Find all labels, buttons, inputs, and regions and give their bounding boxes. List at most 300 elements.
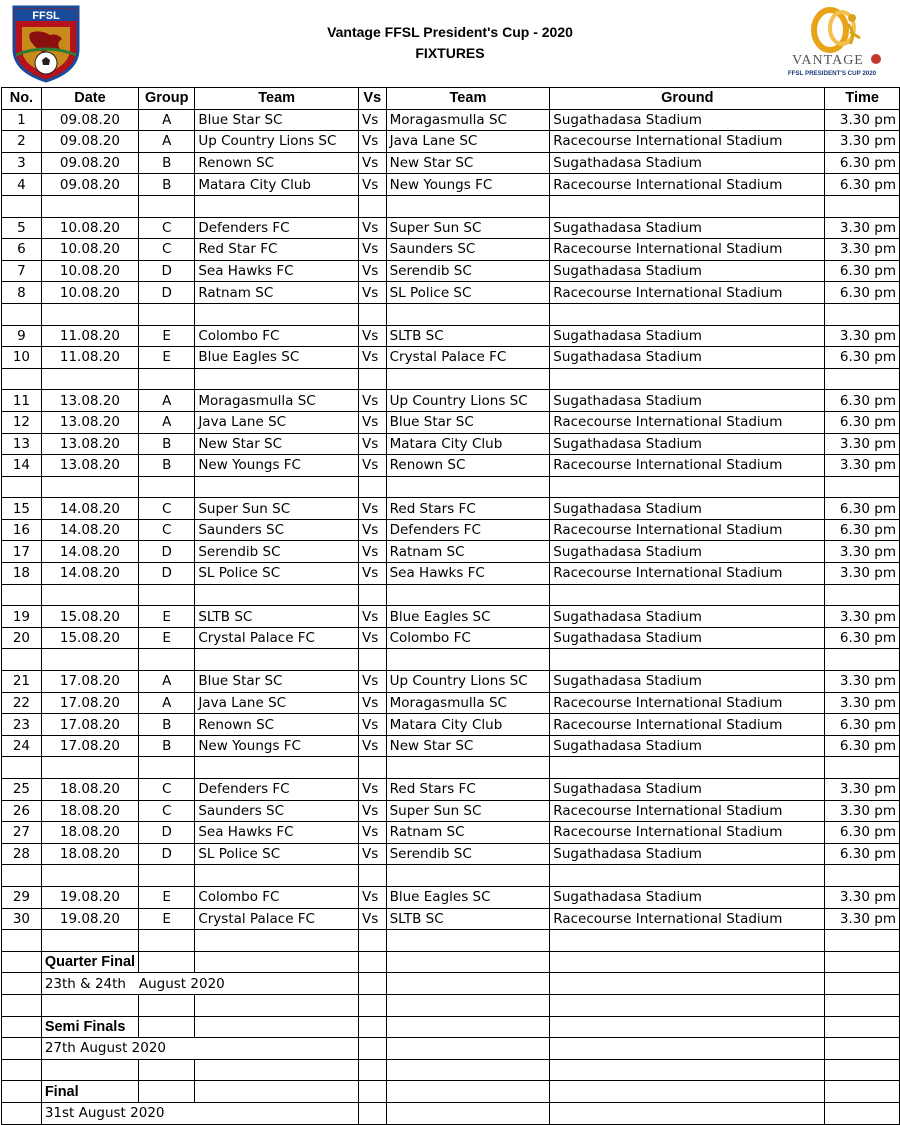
cell-away-team: Serendib SC (386, 260, 550, 282)
cell-date: 15.08.20 (41, 627, 138, 649)
title-block (250, 22, 650, 64)
fixture-row (2, 260, 900, 282)
fixture-row (2, 519, 900, 541)
column-header-date: Date (41, 88, 138, 110)
cell-group: B (139, 455, 195, 477)
knockout-stage-label: Quarter Final (41, 951, 138, 973)
cell-date (41, 865, 138, 887)
cell-number (2, 476, 42, 498)
cell-vs (358, 930, 386, 952)
cell-vs: Vs (358, 908, 386, 930)
cell-date: 14.08.20 (41, 563, 138, 585)
cell-home-team: SL Police SC (195, 843, 359, 865)
cell-vs: Vs (358, 606, 386, 628)
cell-away-team: Crystal Palace FC (386, 347, 550, 369)
cell-group: D (139, 563, 195, 585)
cell-time: 3.30 pm (825, 325, 900, 347)
knockout-stage-date: 31st August 2020 (41, 1102, 358, 1124)
vantage-cup-icon (782, 4, 890, 82)
cell-time (825, 584, 900, 606)
knockout-date-row (2, 1038, 900, 1060)
cell-home-team (195, 368, 359, 390)
spacer-row (2, 368, 900, 390)
fixture-row (2, 498, 900, 520)
column-header-group: Group (139, 88, 195, 110)
cell-date: 19.08.20 (41, 908, 138, 930)
cell-away-team (386, 1016, 550, 1038)
cell-number: 7 (2, 260, 42, 282)
cell-group (139, 584, 195, 606)
fixture-row (2, 541, 900, 563)
cell-home-team: Moragasmulla SC (195, 390, 359, 412)
cell-number: 18 (2, 563, 42, 585)
cell-away-team: Sea Hawks FC (386, 563, 550, 585)
vantage-brand-text: VANTAGE (792, 53, 864, 68)
cell-time: 3.30 pm (825, 671, 900, 693)
cell-ground (550, 584, 825, 606)
cell-time: 3.30 pm (825, 455, 900, 477)
cell-number (2, 1038, 42, 1060)
knockout-stage-label: Semi Finals (41, 1016, 138, 1038)
cell-ground: Sugathadasa Stadium (550, 735, 825, 757)
cell-time: 3.30 pm (825, 433, 900, 455)
cell-group: E (139, 627, 195, 649)
cell-ground (550, 649, 825, 671)
cell-ground: Sugathadasa Stadium (550, 433, 825, 455)
cell-away-team: Defenders FC (386, 519, 550, 541)
cell-group: B (139, 433, 195, 455)
cell-group: A (139, 390, 195, 412)
table-body (2, 109, 900, 1124)
spacer-row (2, 1059, 900, 1081)
cell-group (139, 951, 195, 973)
cell-time: 3.30 pm (825, 886, 900, 908)
cell-away-team: SL Police SC (386, 282, 550, 304)
cell-away-team: New Star SC (386, 152, 550, 174)
cell-date: 18.08.20 (41, 779, 138, 801)
cell-number: 20 (2, 627, 42, 649)
column-header-away-team: Team (386, 88, 550, 110)
cell-ground: Racecourse International Stadium (550, 908, 825, 930)
knockout-stage-date: 23th & 24th August 2020 (41, 973, 358, 995)
cell-date: 09.08.20 (41, 109, 138, 131)
cell-vs: Vs (358, 174, 386, 196)
cell-ground: Sugathadasa Stadium (550, 347, 825, 369)
cell-ground: Sugathadasa Stadium (550, 109, 825, 131)
cell-date: 17.08.20 (41, 692, 138, 714)
fixture-row (2, 282, 900, 304)
cell-home-team (195, 1081, 359, 1103)
cell-away-team: Moragasmulla SC (386, 692, 550, 714)
cell-home-team: Ratnam SC (195, 282, 359, 304)
cell-vs (358, 994, 386, 1016)
page-title: Vantage FFSL President's Cup - 2020 (327, 24, 573, 40)
cell-away-team: Matara City Club (386, 714, 550, 736)
cell-ground: Sugathadasa Stadium (550, 325, 825, 347)
cell-date: 09.08.20 (41, 174, 138, 196)
cell-time: 6.30 pm (825, 347, 900, 369)
fixture-row (2, 843, 900, 865)
cell-ground: Sugathadasa Stadium (550, 390, 825, 412)
cell-ground: Racecourse International Stadium (550, 822, 825, 844)
cell-ground: Sugathadasa Stadium (550, 541, 825, 563)
cell-vs: Vs (358, 779, 386, 801)
cell-vs (358, 195, 386, 217)
cell-date (41, 649, 138, 671)
cell-date: 17.08.20 (41, 671, 138, 693)
cell-away-team (386, 649, 550, 671)
cell-group: E (139, 325, 195, 347)
cell-time: 3.30 pm (825, 779, 900, 801)
cell-time (825, 1016, 900, 1038)
cell-away-team (386, 973, 550, 995)
column-header-number: No. (2, 88, 42, 110)
cell-number: 2 (2, 131, 42, 153)
cell-away-team: Saunders SC (386, 239, 550, 261)
cell-time: 6.30 pm (825, 714, 900, 736)
cell-home-team: Blue Star SC (195, 671, 359, 693)
cell-ground: Sugathadasa Stadium (550, 217, 825, 239)
cell-away-team (386, 930, 550, 952)
cell-time (825, 757, 900, 779)
cell-group (139, 994, 195, 1016)
cell-away-team: Colombo FC (386, 627, 550, 649)
cell-time: 6.30 pm (825, 152, 900, 174)
cell-time (825, 303, 900, 325)
cell-home-team: Java Lane SC (195, 411, 359, 433)
cell-ground: Racecourse International Stadium (550, 239, 825, 261)
cell-away-team: Super Sun SC (386, 800, 550, 822)
cell-time: 3.30 pm (825, 239, 900, 261)
cell-vs (358, 973, 386, 995)
cell-group: C (139, 779, 195, 801)
cell-number (2, 1059, 42, 1081)
cell-vs (358, 303, 386, 325)
cell-ground (550, 303, 825, 325)
cell-date: 19.08.20 (41, 886, 138, 908)
cell-vs (358, 1102, 386, 1124)
cell-number (2, 951, 42, 973)
cell-ground (550, 476, 825, 498)
cell-time (825, 195, 900, 217)
cell-date (41, 303, 138, 325)
cell-group: D (139, 822, 195, 844)
cell-date (41, 757, 138, 779)
cell-ground (550, 994, 825, 1016)
cell-ground: Racecourse International Stadium (550, 131, 825, 153)
cell-home-team (195, 994, 359, 1016)
cell-group: B (139, 152, 195, 174)
cell-number: 21 (2, 671, 42, 693)
cell-time (825, 1081, 900, 1103)
cell-ground (550, 757, 825, 779)
cell-ground: Sugathadasa Stadium (550, 886, 825, 908)
cell-away-team: Red Stars FC (386, 498, 550, 520)
cell-away-team (386, 951, 550, 973)
cell-group (139, 1059, 195, 1081)
cell-away-team: Up Country Lions SC (386, 390, 550, 412)
cell-away-team (386, 1102, 550, 1124)
cell-ground (550, 1016, 825, 1038)
cell-group: E (139, 347, 195, 369)
cell-vs: Vs (358, 347, 386, 369)
cell-group: C (139, 800, 195, 822)
spacer-row (2, 865, 900, 887)
column-header-vs: Vs (358, 88, 386, 110)
cell-away-team: Up Country Lions SC (386, 671, 550, 693)
cell-away-team: Matara City Club (386, 433, 550, 455)
cell-group (139, 865, 195, 887)
cell-time: 6.30 pm (825, 390, 900, 412)
cell-number: 24 (2, 735, 42, 757)
cell-group (139, 195, 195, 217)
cell-home-team: Crystal Palace FC (195, 627, 359, 649)
cell-date: 11.08.20 (41, 347, 138, 369)
cell-away-team (386, 303, 550, 325)
ffsl-logo-text: FFSL (32, 10, 60, 22)
cell-number (2, 757, 42, 779)
cell-home-team: Red Star FC (195, 239, 359, 261)
cell-time: 3.30 pm (825, 692, 900, 714)
cell-home-team (195, 951, 359, 973)
cell-number: 1 (2, 109, 42, 131)
cell-home-team: Sea Hawks FC (195, 260, 359, 282)
table-header (2, 88, 900, 110)
cell-group: C (139, 519, 195, 541)
cell-vs: Vs (358, 627, 386, 649)
cell-away-team: New Youngs FC (386, 174, 550, 196)
cell-home-team (195, 476, 359, 498)
cell-number: 30 (2, 908, 42, 930)
cell-time: 6.30 pm (825, 735, 900, 757)
cell-time (825, 368, 900, 390)
cell-group: D (139, 260, 195, 282)
fixtures-table (1, 87, 900, 1125)
cell-time (825, 973, 900, 995)
cell-group (139, 1081, 195, 1103)
cell-group (139, 476, 195, 498)
cell-time: 3.30 pm (825, 131, 900, 153)
cell-vs (358, 368, 386, 390)
cell-time: 3.30 pm (825, 606, 900, 628)
cell-vs: Vs (358, 282, 386, 304)
cell-home-team: Java Lane SC (195, 692, 359, 714)
fixture-row (2, 908, 900, 930)
cell-vs: Vs (358, 152, 386, 174)
cell-date (41, 1059, 138, 1081)
cell-home-team (195, 584, 359, 606)
ffsl-logo (10, 3, 82, 83)
cell-date: 11.08.20 (41, 325, 138, 347)
cell-number: 10 (2, 347, 42, 369)
cell-time (825, 994, 900, 1016)
cell-time (825, 951, 900, 973)
cell-date: 10.08.20 (41, 282, 138, 304)
cell-date (41, 994, 138, 1016)
cell-vs (358, 951, 386, 973)
cell-away-team: Ratnam SC (386, 822, 550, 844)
cell-vs: Vs (358, 217, 386, 239)
cell-date (41, 368, 138, 390)
fixture-row (2, 886, 900, 908)
cell-vs: Vs (358, 822, 386, 844)
cell-number: 14 (2, 455, 42, 477)
cell-home-team: Blue Star SC (195, 109, 359, 131)
cell-date (41, 195, 138, 217)
cell-date: 13.08.20 (41, 411, 138, 433)
fixture-row (2, 131, 900, 153)
cell-date: 14.08.20 (41, 541, 138, 563)
cell-time: 3.30 pm (825, 109, 900, 131)
cell-ground: Racecourse International Stadium (550, 411, 825, 433)
cell-number (2, 649, 42, 671)
cell-home-team (195, 303, 359, 325)
cell-away-team (386, 1038, 550, 1060)
column-header-time: Time (825, 88, 900, 110)
cell-time: 6.30 pm (825, 498, 900, 520)
cell-away-team: Blue Eagles SC (386, 606, 550, 628)
fixture-row (2, 109, 900, 131)
cell-number (2, 1081, 42, 1103)
fixture-row (2, 390, 900, 412)
cell-group: C (139, 239, 195, 261)
cell-number: 28 (2, 843, 42, 865)
cell-away-team: Serendib SC (386, 843, 550, 865)
cell-away-team (386, 584, 550, 606)
cell-away-team (386, 368, 550, 390)
fixture-row (2, 627, 900, 649)
cell-number: 17 (2, 541, 42, 563)
cell-home-team: Saunders SC (195, 519, 359, 541)
cell-number: 26 (2, 800, 42, 822)
cell-home-team (195, 195, 359, 217)
cell-vs: Vs (358, 260, 386, 282)
cell-vs: Vs (358, 714, 386, 736)
cell-home-team (195, 1059, 359, 1081)
cell-vs (358, 757, 386, 779)
cell-home-team: Renown SC (195, 152, 359, 174)
fixture-row (2, 455, 900, 477)
cell-vs: Vs (358, 498, 386, 520)
cell-ground: Sugathadasa Stadium (550, 843, 825, 865)
cell-time: 6.30 pm (825, 822, 900, 844)
fixture-row (2, 239, 900, 261)
knockout-label-row (2, 1081, 900, 1103)
cell-vs: Vs (358, 541, 386, 563)
cell-ground: Racecourse International Stadium (550, 282, 825, 304)
cell-time: 6.30 pm (825, 519, 900, 541)
cell-ground (550, 1081, 825, 1103)
cell-home-team (195, 930, 359, 952)
cell-vs: Vs (358, 325, 386, 347)
cell-group (139, 757, 195, 779)
cell-home-team: Blue Eagles SC (195, 347, 359, 369)
knockout-stage-date: 27th August 2020 (41, 1038, 358, 1060)
fixture-row (2, 563, 900, 585)
cell-home-team: Serendib SC (195, 541, 359, 563)
cell-date: 17.08.20 (41, 735, 138, 757)
cell-home-team: Colombo FC (195, 886, 359, 908)
cell-number: 27 (2, 822, 42, 844)
cell-home-team: New Youngs FC (195, 455, 359, 477)
fixture-row (2, 347, 900, 369)
cell-group: D (139, 843, 195, 865)
cell-group: A (139, 671, 195, 693)
cell-date: 17.08.20 (41, 714, 138, 736)
cell-date: 13.08.20 (41, 455, 138, 477)
cell-ground: Racecourse International Stadium (550, 174, 825, 196)
cell-date: 14.08.20 (41, 519, 138, 541)
cell-number: 8 (2, 282, 42, 304)
fixture-row (2, 671, 900, 693)
cell-group (139, 303, 195, 325)
cell-group (139, 368, 195, 390)
cell-vs: Vs (358, 735, 386, 757)
cell-ground (550, 368, 825, 390)
cell-date: 18.08.20 (41, 822, 138, 844)
cell-group: A (139, 411, 195, 433)
cell-vs: Vs (358, 563, 386, 585)
column-header-home-team: Team (195, 88, 359, 110)
cell-date: 09.08.20 (41, 152, 138, 174)
cell-date (41, 476, 138, 498)
cell-number: 22 (2, 692, 42, 714)
cell-number (2, 303, 42, 325)
spacer-row (2, 930, 900, 952)
cell-group: A (139, 692, 195, 714)
cell-home-team: Colombo FC (195, 325, 359, 347)
cell-number: 12 (2, 411, 42, 433)
spacer-row (2, 649, 900, 671)
cell-number (2, 195, 42, 217)
cell-date: 10.08.20 (41, 260, 138, 282)
cell-ground: Racecourse International Stadium (550, 519, 825, 541)
cell-time: 6.30 pm (825, 411, 900, 433)
cell-number: 23 (2, 714, 42, 736)
cell-group: C (139, 498, 195, 520)
cell-ground (550, 1059, 825, 1081)
cell-time: 3.30 pm (825, 563, 900, 585)
cell-number: 4 (2, 174, 42, 196)
fixture-row (2, 433, 900, 455)
cell-vs: Vs (358, 239, 386, 261)
cell-away-team: Ratnam SC (386, 541, 550, 563)
cell-vs (358, 649, 386, 671)
cell-away-team: Renown SC (386, 455, 550, 477)
cell-group: E (139, 908, 195, 930)
cell-group: E (139, 886, 195, 908)
fixture-row (2, 217, 900, 239)
cell-ground: Sugathadasa Stadium (550, 498, 825, 520)
cell-number: 15 (2, 498, 42, 520)
cell-away-team (386, 994, 550, 1016)
cell-date (41, 930, 138, 952)
cell-home-team: Sea Hawks FC (195, 822, 359, 844)
cell-vs: Vs (358, 692, 386, 714)
cell-group: C (139, 217, 195, 239)
cell-time: 3.30 pm (825, 908, 900, 930)
cell-number: 16 (2, 519, 42, 541)
cell-group: B (139, 714, 195, 736)
cell-time: 6.30 pm (825, 843, 900, 865)
cell-vs: Vs (358, 800, 386, 822)
cell-vs (358, 865, 386, 887)
cell-time (825, 649, 900, 671)
cell-ground: Racecourse International Stadium (550, 692, 825, 714)
cell-vs (358, 1038, 386, 1060)
cell-vs: Vs (358, 843, 386, 865)
cell-vs (358, 1016, 386, 1038)
